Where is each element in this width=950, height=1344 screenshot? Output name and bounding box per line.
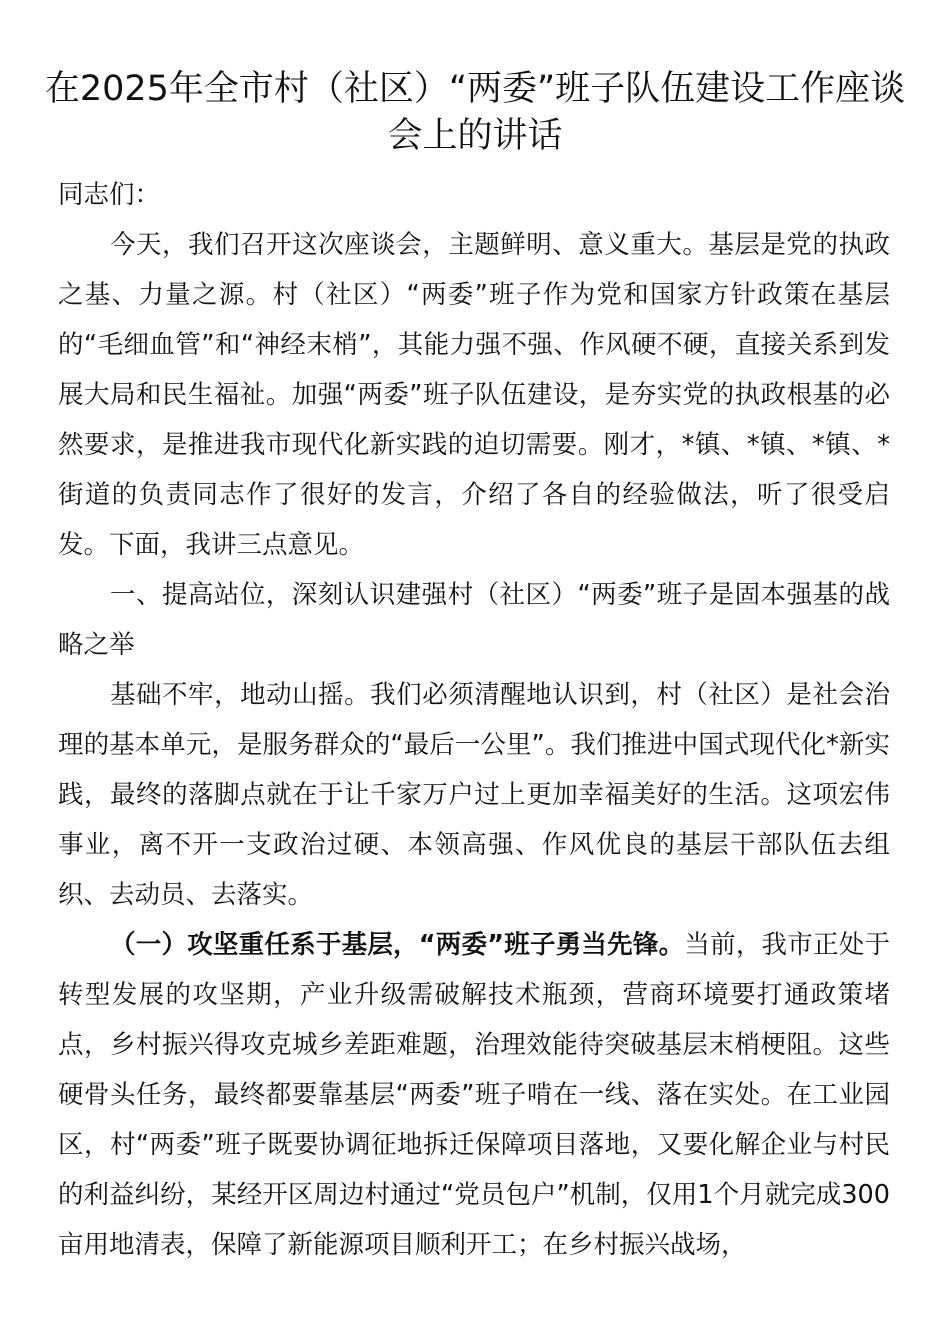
- paragraph-foundation: 基础不牢，地动山摇。我们必须清醒地认识到，村（社区）是社会治理的基本单元，是服务群众的“最后一公里”。我们推进中国式现代化*新实践，最终的落脚点就在于让千家万户过上更加幸福美好的生活。这项宏伟事业，离不开一支政治过硬、本领高强、作风优良的基层干部队伍去组织、去动员、去落实。: [58, 680, 890, 910]
- paragraph-intro: 今天，我们召开这次座谈会，主题鲜明、意义重大。基层是党的执政之基、力量之源。村（社区）“两委”班子作为党和国家方针政策在基层的“毛细血管”和“神经末梢”，其能力强不强、作风硬不硬，直接关系到发展大局和民生福祉。加强“两委”班子队伍建设，是夯实党的执政根基的必然要求，是推进我市现代化新实践的迫切需要。刚才，*镇、*镇、*镇、*街道的负责同志作了很好的发言，介绍了各自的经验做法，听了很受启发。下面，我讲三点意见。: [58, 230, 890, 560]
- subsection-text-1: 当前，我市正处于转型发展的攻坚期，产业升级需破解技术瓶颈，营商环境要打通政策堵点，乡村振兴得攻克城乡差距难题，治理效能待突破基层末梢梗阻。这些硬骨头任务，最终都要靠基层“两委”班子啃在一线、落在实处。在工业园区，村“两委”班子既要协调征地拆迁保障项目落地，又要化解企业与村民的利益纠纷，某经开区周边村通过“党员包户”机制，仅用1个月就完成300亩用地清表，保障了新能源项目顺利开工；在乡村振兴战场，: [58, 930, 890, 1260]
- subsection-heading-1: （一）攻坚重任系于基层，“两委”班子勇当先锋。: [110, 930, 685, 960]
- paragraph-subsection-1: [58, 920, 890, 1270]
- page-title: 在2025年全市村（社区）“两委”班子队伍建设工作座谈会上的讲话: [44, 69, 906, 156]
- salutation: 同志们：: [58, 180, 161, 210]
- document-body: [58, 170, 890, 1270]
- section-heading-1: 一、提高站位，深刻认识建强村（社区）“两委”班子是固本强基的战略之举: [58, 580, 890, 660]
